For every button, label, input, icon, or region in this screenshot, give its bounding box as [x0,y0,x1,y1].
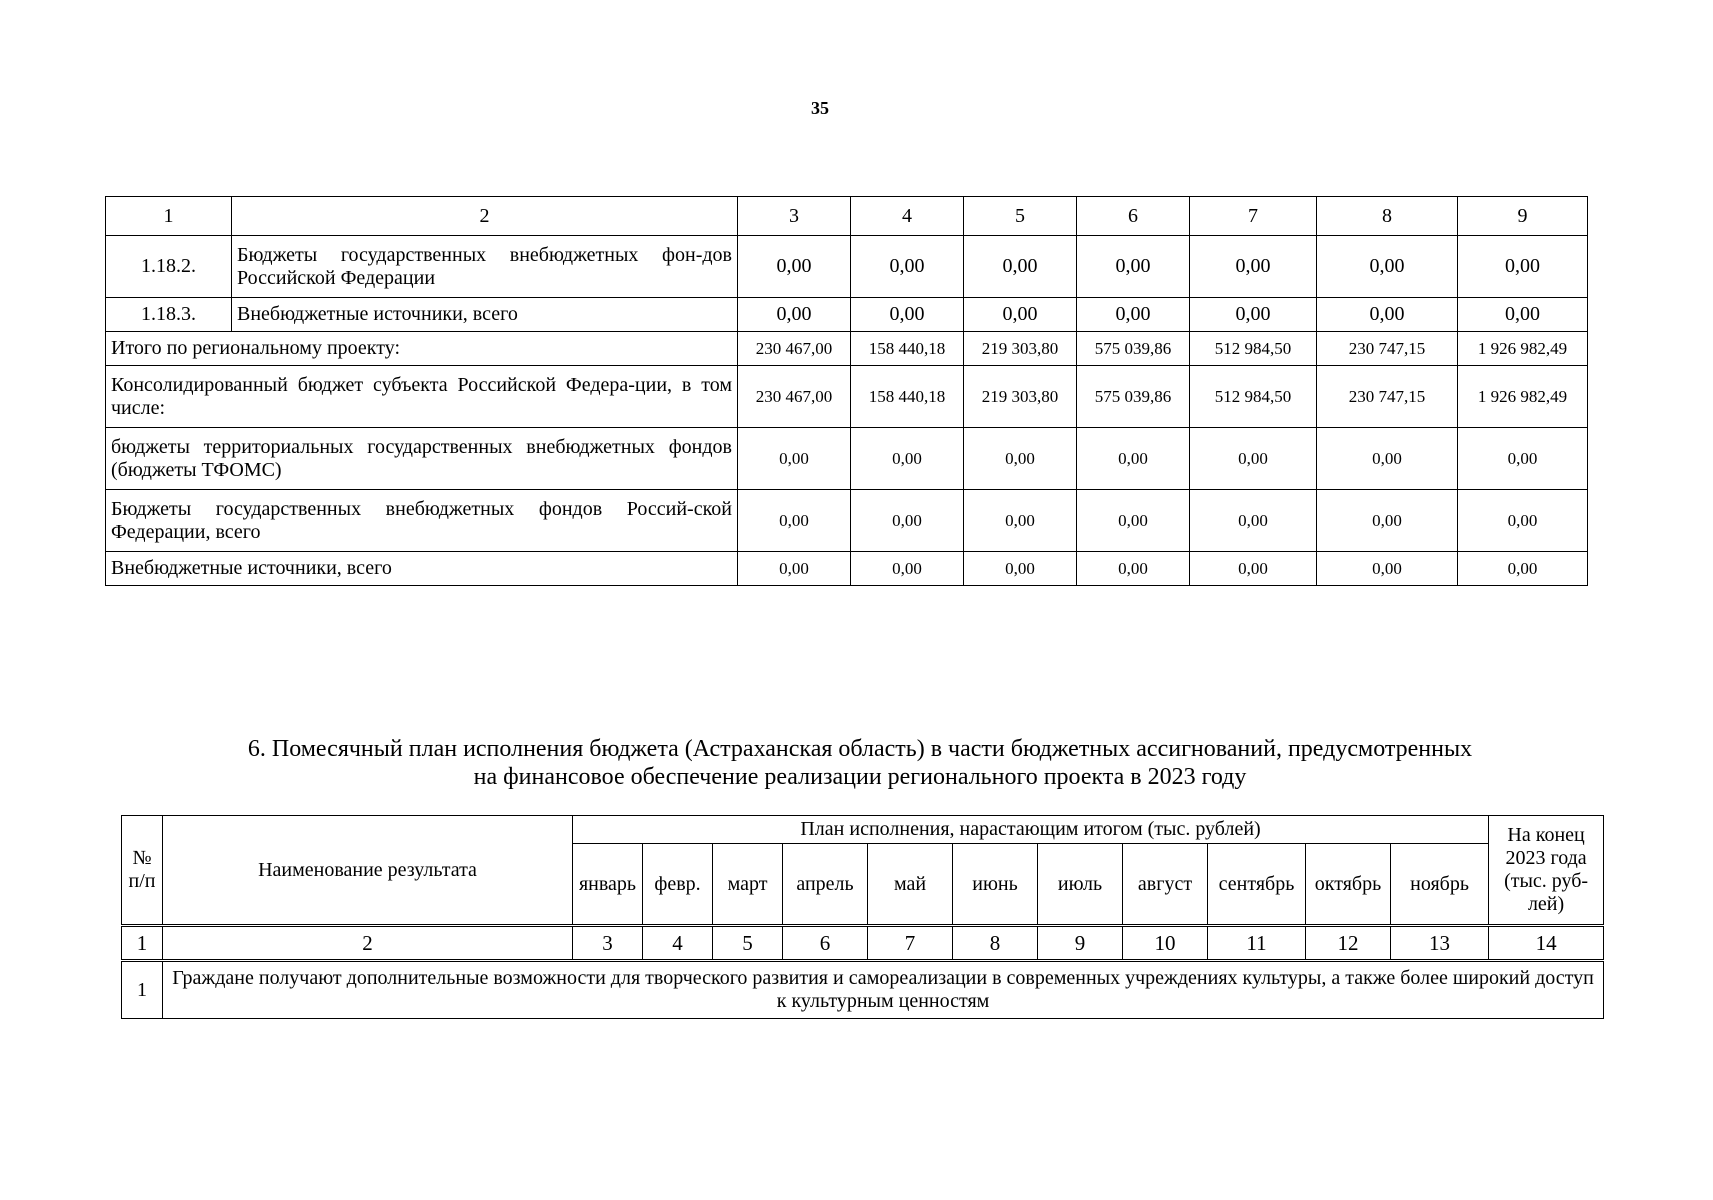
table-row [106,552,1588,586]
result-row [122,961,1604,1019]
month-header: апрель [783,844,868,926]
value-cell: 0,00 [964,490,1077,552]
value-cell: 0,00 [738,236,851,298]
value-cell: 0,00 [1317,236,1458,298]
value-cell: 512 984,50 [1190,332,1317,366]
column-number: 4 [643,926,713,961]
header-cell: 4 [851,197,964,236]
header-cell: 3 [738,197,851,236]
value-cell: 0,00 [1077,490,1190,552]
value-cell: 0,00 [738,552,851,586]
row-name: Итого по региональному проекту: [106,332,738,366]
value-cell: 0,00 [1317,298,1458,332]
funding-sources-table [105,196,1588,586]
column-number: 5 [713,926,783,961]
row-number: 1.18.2. [106,236,232,298]
value-cell: 0,00 [851,236,964,298]
value-cell: 0,00 [1458,236,1588,298]
header-row [122,816,1604,844]
value-cell: 0,00 [1190,552,1317,586]
value-cell: 575 039,86 [1077,366,1190,428]
table-row [106,366,1588,428]
value-cell: 1 926 982,49 [1458,366,1588,428]
row-name: Бюджеты государственных внебюджетных фондов Россий-ской Федерации, всего [106,490,738,552]
value-cell: 512 984,50 [1190,366,1317,428]
value-cell: 230 747,15 [1317,332,1458,366]
value-cell: 1 926 982,49 [1458,332,1588,366]
section-title-line: на финансовое обеспечение реализации регионального проекта в 2023 году [473,764,1247,791]
month-header: июнь [953,844,1038,926]
header-cell: 9 [1458,197,1588,236]
value-cell: 0,00 [1190,490,1317,552]
row-name: Консолидированный бюджет субъекта Российской Федера-ции, в том числе: [106,366,738,428]
table-row [106,332,1588,366]
month-header: май [868,844,953,926]
value-cell: 0,00 [1190,428,1317,490]
column-number: 13 [1391,926,1489,961]
value-cell: 0,00 [1317,552,1458,586]
table-row [106,428,1588,490]
value-cell: 0,00 [738,298,851,332]
column-number: 11 [1208,926,1306,961]
column-number: 6 [783,926,868,961]
value-cell: 0,00 [1077,236,1190,298]
row-number: 1.18.3. [106,298,232,332]
header-cell: 5 [964,197,1077,236]
section-title-line: 6. Помесячный план исполнения бюджета (Астраханская область) в части бюджетных ассигнований, предусмотренных [247,736,1473,762]
value-cell: 0,00 [1077,298,1190,332]
value-cell: 0,00 [1458,490,1588,552]
value-cell: 0,00 [964,428,1077,490]
value-cell: 219 303,80 [964,332,1077,366]
value-cell: 0,00 [738,490,851,552]
month-header: октябрь [1306,844,1391,926]
header-cell: 8 [1317,197,1458,236]
month-header: сентябрь [1208,844,1306,926]
column-number: 9 [1038,926,1123,961]
value-cell: 158 440,18 [851,366,964,428]
column-number: 12 [1306,926,1391,961]
value-cell: 0,00 [1458,428,1588,490]
month-header: ноябрь [1391,844,1489,926]
month-header: август [1123,844,1208,926]
value-cell: 158 440,18 [851,332,964,366]
value-cell: 0,00 [1190,298,1317,332]
column-number: 14 [1489,926,1604,961]
row-name: бюджеты территориальных государственных внебюджетных фондов (бюджеты ТФОМС) [106,428,738,490]
header-cell: 1 [106,197,232,236]
row-name: Внебюджетные источники, всего [106,552,738,586]
row-name: Бюджеты государственных внебюджетных фон-дов Российской Федерации [232,236,738,298]
column-number: 8 [953,926,1038,961]
value-cell: 0,00 [1077,552,1190,586]
value-cell: 0,00 [1458,552,1588,586]
table-row [106,298,1588,332]
column-number: 3 [573,926,643,961]
value-cell: 575 039,86 [1077,332,1190,366]
value-cell: 219 303,80 [964,366,1077,428]
page-number: 35 [811,98,829,118]
value-cell: 0,00 [964,236,1077,298]
column-number: 7 [868,926,953,961]
value-cell: 0,00 [851,490,964,552]
value-cell: 0,00 [1190,236,1317,298]
plan-header: План исполнения, нарастающим итогом (тыс. рублей) [573,816,1489,844]
header-cell: 2 [232,197,738,236]
value-cell: 0,00 [851,428,964,490]
col-num-header: № п/п [122,816,163,926]
col-name-header: Наименование результата [163,816,573,926]
header-row [106,197,1588,236]
value-cell: 0,00 [1077,428,1190,490]
result-description: Граждане получают дополнительные возможности для творческого развития и самореализации в современных учреждениях культуры, а также более широкий доступ к культурным ценностям [163,961,1604,1019]
value-cell: 0,00 [1317,490,1458,552]
value-cell: 0,00 [738,428,851,490]
column-number: 10 [1123,926,1208,961]
column-number-row [122,926,1604,961]
value-cell: 0,00 [851,298,964,332]
month-header: март [713,844,783,926]
value-cell: 0,00 [851,552,964,586]
row-name: Внебюджетные источники, всего [232,298,738,332]
value-cell: 230 467,00 [738,332,851,366]
value-cell: 0,00 [964,552,1077,586]
table-row [106,236,1588,298]
month-header: февр. [643,844,713,926]
month-header: июль [1038,844,1123,926]
column-number: 1 [122,926,163,961]
value-cell: 230 467,00 [738,366,851,428]
value-cell: 0,00 [1458,298,1588,332]
value-cell: 0,00 [1317,428,1458,490]
column-number: 2 [163,926,573,961]
table-row [106,490,1588,552]
month-header: январь [573,844,643,926]
result-number: 1 [122,961,163,1019]
end-of-year-header: На конец 2023 года (тыс. руб-лей) [1489,816,1604,926]
header-cell: 6 [1077,197,1190,236]
monthly-plan-table [121,815,1604,1019]
value-cell: 0,00 [964,298,1077,332]
header-cell: 7 [1190,197,1317,236]
value-cell: 230 747,15 [1317,366,1458,428]
section-title [120,735,1600,791]
